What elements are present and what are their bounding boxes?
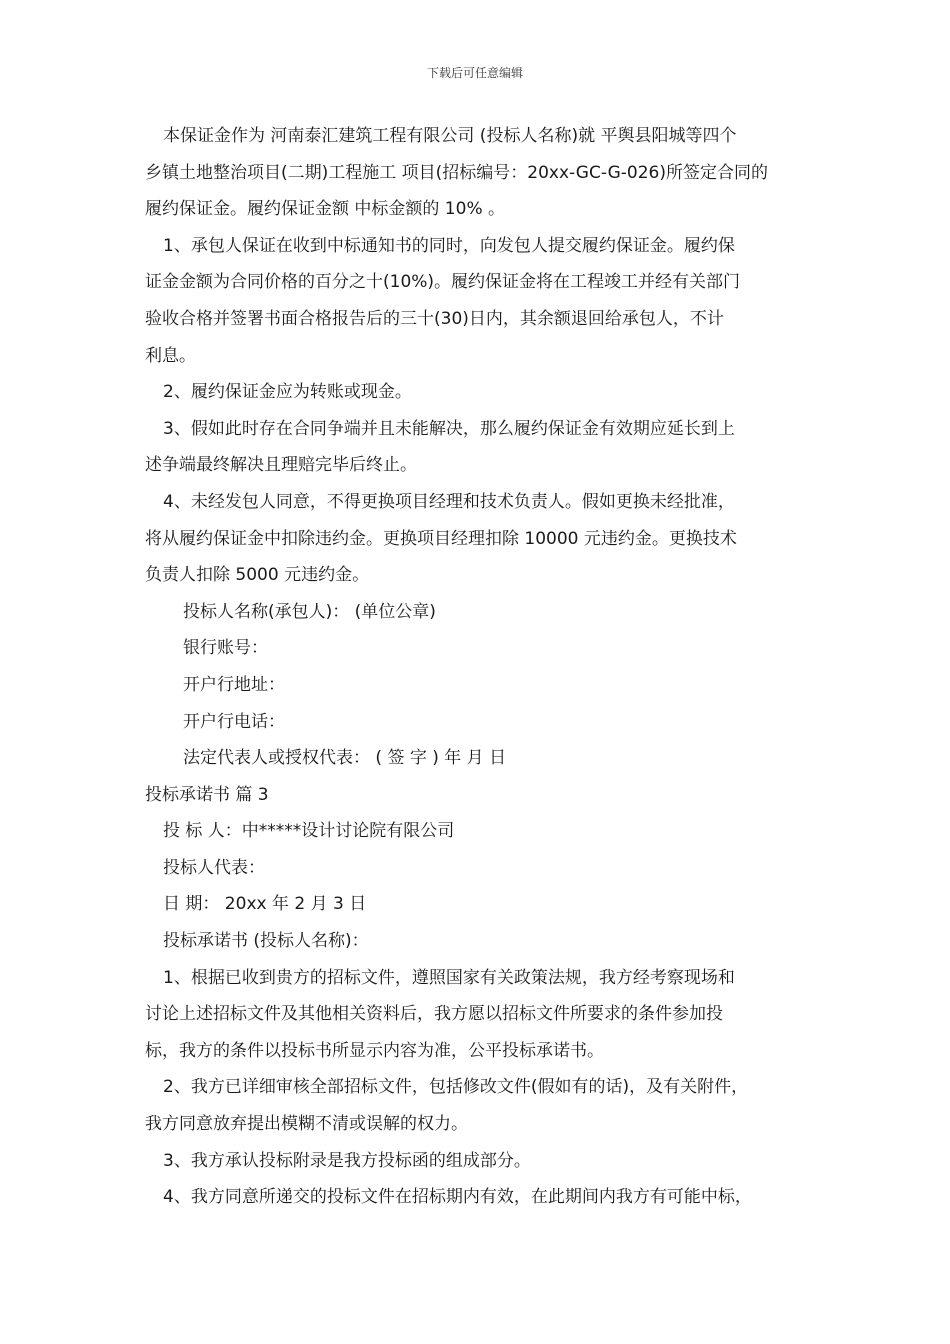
text-line: 履约保证金。履约保证金额 中标金额的 10% 。 [145,199,505,220]
text-line: 3、我方承认投标附录是我方投标函的组成部分。 [163,1150,531,1171]
text-line: 讨论上述招标文件及其他相关资料后，我方愿以招标文件所要求的条件参加投 [145,1004,723,1025]
text-line: 述争端最终解决且理赔完毕后终止。 [145,455,417,476]
text-line: 本保证金作为 河南泰汇建筑工程有限公司 (投标人名称)就 平舆县阳城等四个 [163,126,737,146]
text-line: 验收合格并签署书面合格报告后的三十(30)日内，其余额退回给承包人，不计 [145,308,724,329]
text-line: 乡镇土地整治项目(二期)工程施工 项目(招标编号：20xx-GC-G-026)所签定合同的 [145,162,768,183]
text-line: 2、履约保证金应为转账或现金。 [163,382,412,403]
text-line: 投标人名称(承包人)： (单位公章) [183,601,436,622]
text-line: 投标承诺书 篇 3 [145,784,269,805]
text-line: 证金金额为合同价格的百分之十(10%)。履约保证金将在工程竣工并经有关部门 [145,272,741,293]
text-line: 开户行地址： [183,674,285,695]
text-line: 将从履约保证金中扣除违约金。更换项目经理扣除 10000 元违约金。更换技术 [145,528,737,549]
text-line: 4、未经发包人同意，不得更换项目经理和技术负责人。假如更换未经批准， [163,491,735,512]
text-line: 投标承诺书 (投标人名称)： [163,931,369,952]
text-line: 利息。 [145,345,196,366]
text-line: 银行账号： [183,638,268,659]
text-line: 负责人扣除 5000 元违约金。 [145,565,370,586]
page-header: 下载后可任意编辑 [426,66,523,80]
text-line: 投 标 人：中*****设计讨论院有限公司 [163,821,455,842]
document-body [145,118,815,1216]
text-line: 标，我方的条件以投标书所显示内容为准，公平投标承诺书。 [145,1040,604,1061]
text-line: 1、承包人保证在收到中标通知书的同时，向发包人提交履约保证金。履约保 [163,235,735,256]
text-line: 1、根据已收到贵方的招标文件，遵照国家有关政策法规，我方经考察现场和 [163,967,735,988]
text-line: 法定代表人或授权代表： ( 签 字 ) 年 月 日 [183,748,507,769]
text-line: 2、我方已详细审核全部招标文件，包括修改文件(假如有的话)，及有关附件， [163,1077,749,1098]
text-line: 日 期： 20xx 年 2 月 3 日 [163,894,367,915]
text-line: 我方同意放弃提出模糊不清或误解的权力。 [145,1114,468,1135]
text-line: 3、假如此时存在合同争端并且未能解决，那么履约保证金有效期应延长到上 [163,418,735,439]
text-line: 开户行电话： [183,711,285,732]
text-line: 投标人代表： [163,857,265,878]
text-line: 4、我方同意所递交的投标文件在招标期内有效，在此期间内我方有可能中标， [163,1187,752,1208]
